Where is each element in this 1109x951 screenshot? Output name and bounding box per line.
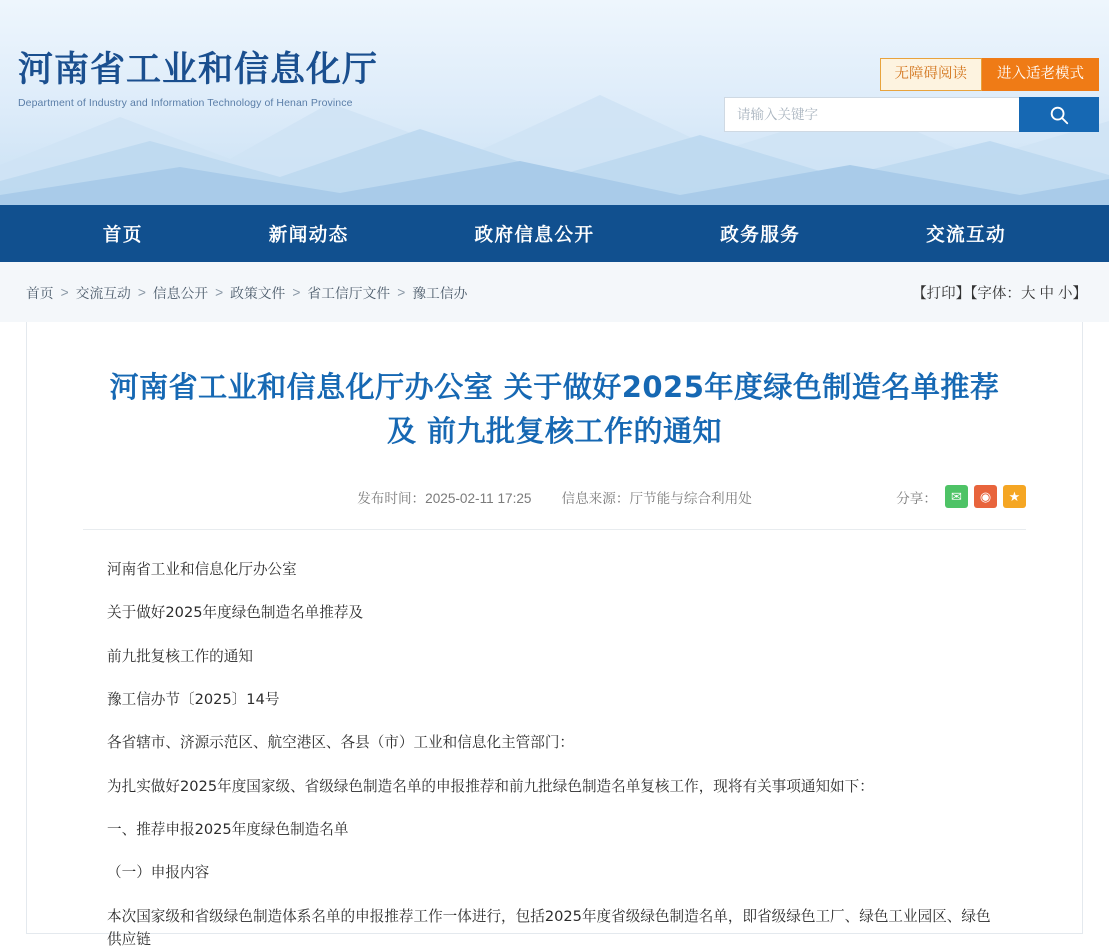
site-logo-cn: 河南省工业和信息化厅	[18, 50, 379, 90]
breadcrumb-item-0[interactable]: 首页	[26, 286, 54, 301]
font-size-medium[interactable]: 中	[1039, 285, 1054, 302]
print-button[interactable]: 【打印】	[912, 285, 971, 302]
breadcrumb-separator: >	[292, 284, 301, 300]
wechat-share-icon[interactable]: ✉	[945, 485, 968, 508]
header-buttons	[880, 58, 1100, 91]
breadcrumb-separator: >	[137, 284, 146, 300]
search-bar	[724, 97, 1099, 132]
font-size-small[interactable]: 小	[1058, 285, 1073, 302]
site-logo[interactable]	[18, 50, 378, 109]
article-container	[26, 322, 1083, 949]
accessibility-button[interactable]: 无障碍阅读	[880, 58, 983, 91]
breadcrumb-item-3[interactable]: 政策文件	[230, 286, 286, 301]
main-navigation	[0, 205, 1109, 262]
article-body	[83, 530, 1026, 951]
article-paragraph: 关于做好2025年度绿色制造名单推荐及	[107, 604, 364, 622]
article-meta	[83, 487, 1026, 530]
breadcrumb-item-1[interactable]: 交流互动	[75, 286, 131, 301]
breadcrumb-separator: >	[215, 284, 224, 300]
weibo-share-icon[interactable]: ◉	[974, 485, 997, 508]
breadcrumb-item-5[interactable]: 豫工信办	[412, 286, 468, 301]
article-paragraph: 为扎实做好2025年度国家级、省级绿色制造名单的申报推荐和前九批绿色制造名单复核工作，现将有关事项通知如下：	[107, 777, 874, 795]
font-label: 【字体：	[970, 285, 1021, 302]
nav-item-home[interactable]: 首页	[102, 224, 143, 246]
page-title: 河南省工业和信息化厅办公室 关于做好2025年度绿色制造名单推荐及 前九批复核工作的通知	[109, 370, 1000, 448]
article-paragraph: 前九批复核工作的通知	[107, 647, 253, 665]
publish-time: 发布时间：2025-02-11 17:25	[357, 491, 532, 506]
content-wrapper	[0, 322, 1109, 949]
site-logo-en: Department of Industry and Information Technology of Henan Province	[18, 97, 353, 110]
elder-mode-button[interactable]: 进入适老模式	[982, 58, 1099, 91]
breadcrumb-separator: >	[60, 284, 69, 300]
font-size-large[interactable]: 大	[1020, 285, 1036, 302]
favorite-share-icon[interactable]: ★	[1003, 485, 1026, 508]
search-button[interactable]	[1019, 97, 1099, 132]
page-tools	[912, 282, 1087, 303]
article-paragraph: 一、推荐申报2025年度绿色制造名单	[107, 821, 349, 839]
nav-item-news[interactable]: 新闻动态	[268, 224, 349, 246]
nav-item-gov-info[interactable]: 政府信息公开	[474, 224, 595, 246]
site-header	[0, 0, 1109, 205]
article-paragraph: 本次国家级和省级绿色制造体系名单的申报推荐工作一体进行，包括2025年度省级绿色制造名单，即省级绿色工厂、绿色工业园区、绿色供应链	[107, 907, 991, 949]
search-input[interactable]	[724, 97, 1019, 132]
breadcrumb-item-2[interactable]: 信息公开	[152, 286, 209, 301]
breadcrumb	[26, 282, 467, 302]
article-source: 信息来源：厅节能与综合利用处	[561, 491, 752, 506]
meta-text	[357, 487, 752, 507]
share-block	[896, 485, 1026, 508]
nav-item-interaction[interactable]: 交流互动	[926, 224, 1007, 246]
breadcrumb-bar	[0, 262, 1109, 322]
breadcrumb-item-4[interactable]: 省工信厅文件	[307, 286, 391, 301]
nav-item-gov-service[interactable]: 政务服务	[720, 224, 801, 246]
article-paragraph: 豫工信办节〔2025〕14号	[107, 691, 280, 709]
article-paragraph: 各省辖市、济源示范区、航空港区、各县（市）工业和信息化主管部门：	[107, 734, 575, 752]
search-icon	[1048, 104, 1070, 126]
breadcrumb-separator: >	[397, 284, 406, 300]
article-paragraph: 河南省工业和信息化厅办公室	[107, 561, 297, 578]
font-label-close: 】	[1072, 285, 1087, 302]
article-paragraph: （一）申报内容	[107, 864, 210, 882]
share-label: 分享：	[896, 490, 937, 506]
